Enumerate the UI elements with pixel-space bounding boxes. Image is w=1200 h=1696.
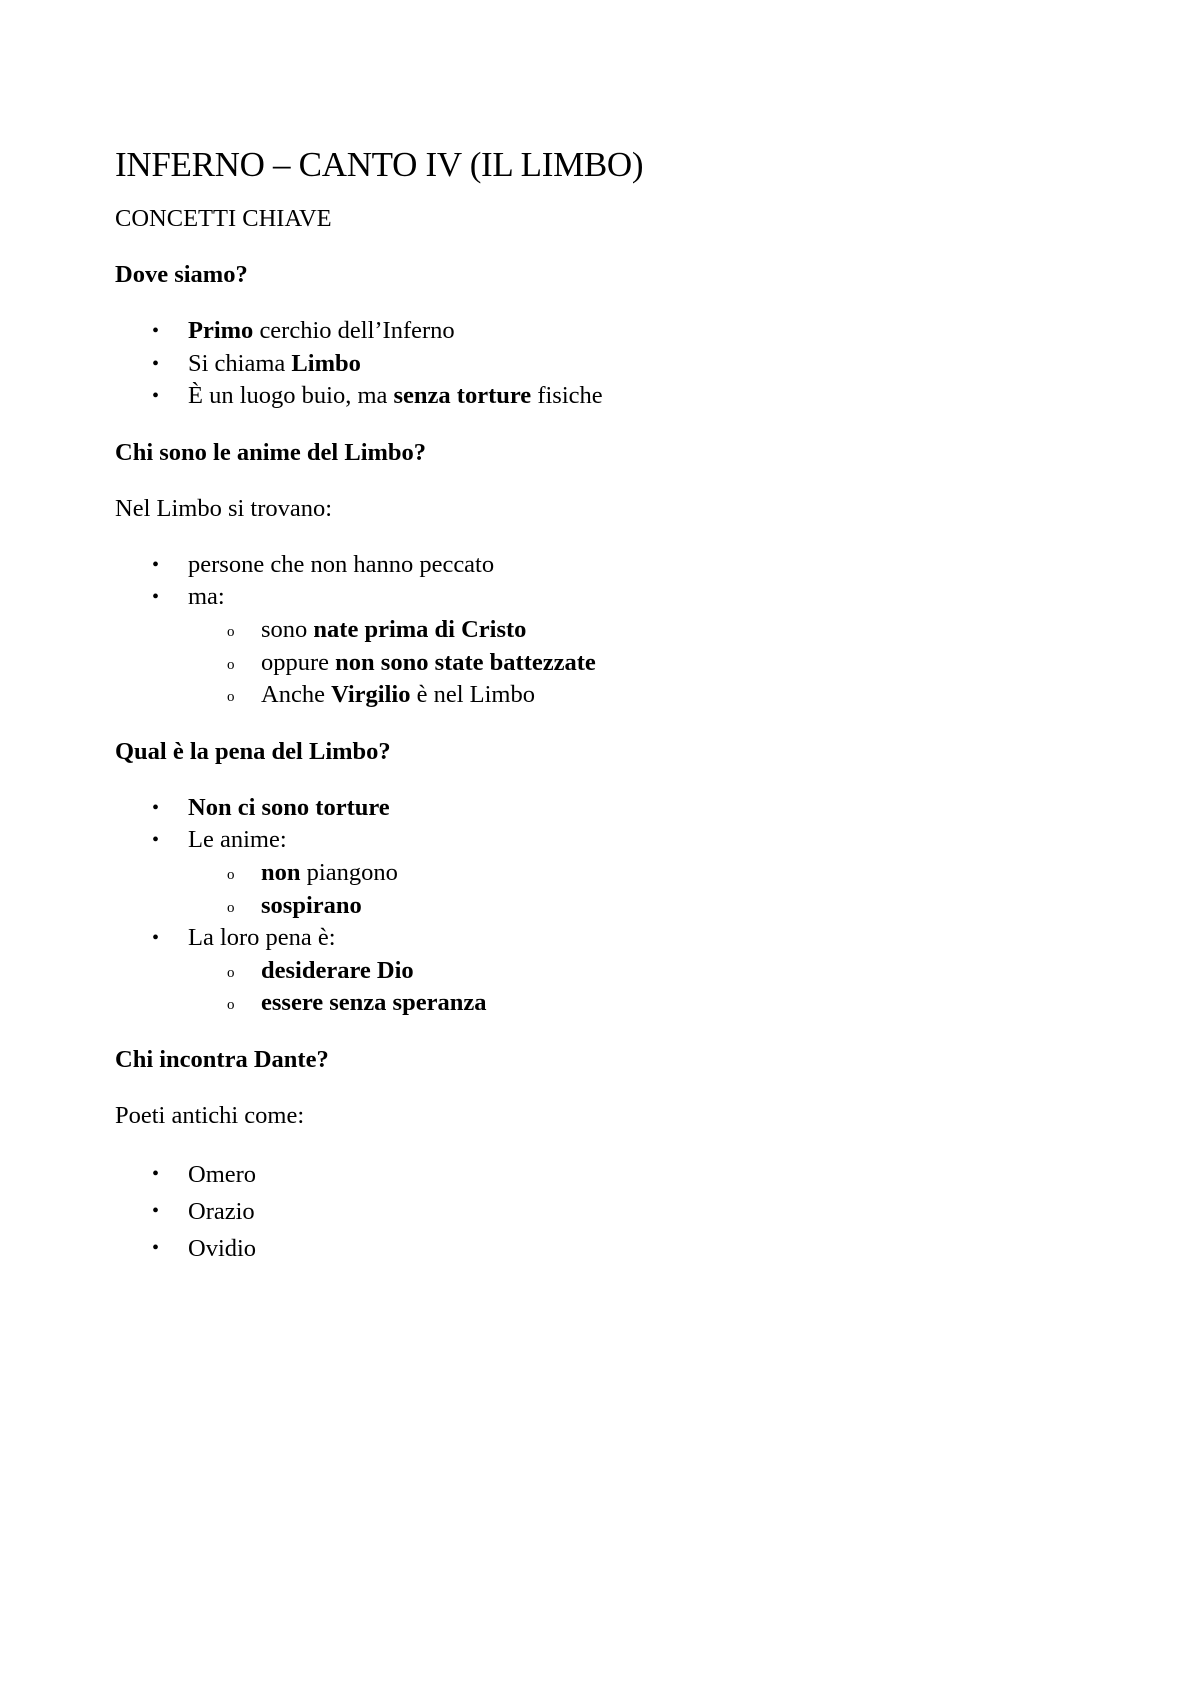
- document-subtitle: CONCETTI CHIAVE: [115, 205, 332, 232]
- circle-bullet-icon: o: [227, 656, 235, 673]
- souls-sublist: [188, 614, 1115, 712]
- where-list: [115, 315, 1115, 413]
- circle-bullet-icon: o: [227, 997, 235, 1014]
- list-item: • È un luogo buio, ma senza torture fisiche: [115, 380, 1115, 413]
- list-item: • La loro pena è: o desiderare Dio o essere senza speranza: [115, 922, 1115, 1020]
- list-item: • Omero: [115, 1156, 1115, 1193]
- sublist-item: o oppure non sono state battezzate: [188, 647, 1115, 680]
- bullet-icon: •: [152, 829, 160, 852]
- sublist-item: o Anche Virgilio è nel Limbo: [188, 679, 1115, 712]
- souls-intro: Nel Limbo si trovano:: [115, 494, 333, 522]
- list-item: • persone che non hanno peccato: [115, 549, 1115, 582]
- section-heading-pain: Qual è la pena del Limbo?: [115, 737, 391, 765]
- circle-bullet-icon: o: [227, 866, 235, 883]
- list-item: • Ovidio: [115, 1230, 1115, 1267]
- section-heading-souls: Chi sono le anime del Limbo?: [115, 438, 427, 466]
- meets-intro: Poeti antichi come:: [115, 1101, 305, 1129]
- circle-bullet-icon: o: [227, 689, 235, 706]
- document-title: INFERNO – CANTO IV (IL LIMBO): [115, 145, 644, 184]
- circle-bullet-icon: o: [227, 899, 235, 916]
- pain-sublist-2: [188, 955, 1115, 1020]
- sublist-item: o essere senza speranza: [188, 987, 1115, 1020]
- list-item: • Orazio: [115, 1193, 1115, 1230]
- circle-bullet-icon: o: [227, 623, 235, 640]
- section-heading-where: Dove siamo?: [115, 261, 248, 288]
- section-heading-meets: Chi incontra Dante?: [115, 1045, 329, 1073]
- bullet-icon: •: [152, 320, 160, 342]
- bullet-icon: •: [152, 796, 160, 819]
- list-item: • Le anime: o non piangono o sospirano: [115, 824, 1115, 922]
- bullet-icon: •: [152, 927, 160, 950]
- bullet-icon: •: [152, 1236, 160, 1259]
- document-page: [115, 143, 1115, 1267]
- list-item: • Si chiama Limbo: [115, 348, 1115, 381]
- sublist-item: o sospirano: [188, 890, 1115, 923]
- bullet-icon: •: [152, 586, 160, 609]
- poets-list: [115, 1156, 1115, 1267]
- bullet-icon: •: [152, 1199, 160, 1222]
- bullet-icon: •: [152, 1162, 160, 1185]
- list-item: • Non ci sono torture: [115, 792, 1115, 825]
- list-item: • ma: o sono nate prima di Cristo o oppure non sono state battezzate o Anche Virgilio è nel Limbo: [115, 581, 1115, 711]
- sublist-item: o sono nate prima di Cristo: [188, 614, 1115, 647]
- bullet-icon: •: [152, 352, 160, 375]
- souls-list: [115, 549, 1115, 712]
- bullet-icon: •: [152, 553, 160, 576]
- sublist-item: o desiderare Dio: [188, 955, 1115, 988]
- pain-list: [115, 792, 1115, 1020]
- circle-bullet-icon: o: [227, 964, 235, 981]
- sublist-item: o non piangono: [188, 857, 1115, 890]
- bullet-icon: •: [152, 385, 160, 408]
- pain-sublist-1: [188, 857, 1115, 922]
- list-item: • Primo cerchio dell’Inferno: [115, 315, 1115, 348]
